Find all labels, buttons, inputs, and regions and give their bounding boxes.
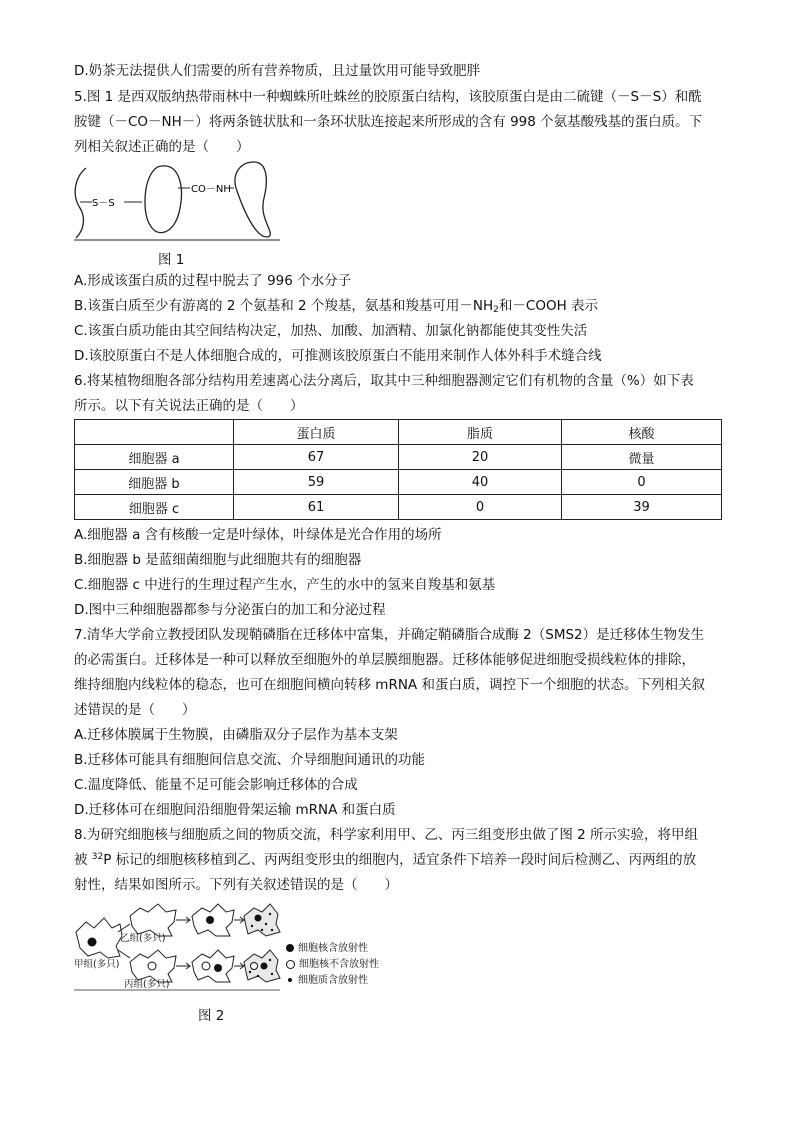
table-cell: 61 xyxy=(234,495,399,520)
legend-item-cytoplasm-labeled: 细胞质含放射性 xyxy=(286,974,368,988)
q8-stem-line2: 被 $^{32}$P 标记的细胞核移植到乙、丙两组变形虫的细胞内，适宜条件下培养一段时间后检测乙、丙两组的放 xyxy=(74,852,697,868)
table-cell: 细胞器 b xyxy=(75,470,234,495)
q5-stem-line1: 5.图 1 是西双版纳热带雨林中一种蜘蛛所吐蛛丝的胶原蛋白结构，该胶原蛋白是由二硫键（－S－S）和酰 xyxy=(74,89,702,105)
q6-option-a: A.细胞器 a 含有核酸一定是叶绿体，叶绿体是光合作用的场所 xyxy=(74,527,442,543)
table-header-cell: 蛋白质 xyxy=(234,420,399,445)
figure1-caption: 图 1 xyxy=(158,252,185,268)
table-header-cell: 核酸 xyxy=(562,420,722,445)
group-yi-label: 乙组(多只) xyxy=(120,933,166,944)
q6-option-b: B.细胞器 b 是蓝细菌细胞与此细胞共有的细胞器 xyxy=(74,552,362,568)
figure2-amoeba-experiment xyxy=(72,902,282,992)
table-cell: 40 xyxy=(399,470,562,495)
q5-option-d: D.该胶原蛋白不是人体细胞合成的，可推测该胶原蛋白不能用来制作人体外科手术缝合线 xyxy=(74,348,602,364)
hollow-circle-icon xyxy=(286,960,295,969)
q7-stem-line3: 维持细胞内线粒体的稳态，也可在细胞间横向转移 mRNA 和蛋白质，调控下一个细胞的状态。下列相关叙 xyxy=(74,677,705,693)
group-jia-label: 甲组(多只) xyxy=(74,959,120,970)
table-cell: 细胞器 c xyxy=(75,495,234,520)
small-dot-icon xyxy=(288,978,292,982)
table-cell: 微量 xyxy=(562,445,722,470)
disulfide-label: S－S xyxy=(92,198,115,209)
table-cell: 20 xyxy=(399,445,562,470)
figure2-caption: 图 2 xyxy=(198,1008,225,1024)
q6-option-c: C.细胞器 c 中进行的生理过程产生水，产生的水中的氢来自羧基和氨基 xyxy=(74,577,496,593)
q5-option-b: B.该蛋白质至少有游离的 2 个氨基和 2 个羧基，氨基和羧基可用$-NH_2$和－COOH 表示 xyxy=(74,298,599,315)
q7-option-b: B.迁移体可能具有细胞间信息交流、介导细胞间通讯的功能 xyxy=(74,752,426,768)
q7-option-d: D.迁移体可在细胞间沿细胞骨架运输 mRNA 和蛋白质 xyxy=(74,802,396,818)
legend-item-nucleus-unlabeled: 细胞核不含放射性 xyxy=(286,958,379,972)
table-row xyxy=(75,495,722,520)
labeled-nucleus xyxy=(88,938,97,947)
table-cell: 59 xyxy=(234,470,399,495)
table-header-cell xyxy=(75,420,234,445)
q7-stem-line2: 的必需蛋白。迁移体是一种可以释放至细胞外的单层膜细胞器。迁移体能够促进细胞受损线粒体的排除， xyxy=(74,652,695,668)
q8-stem-line3: 射性，结果如图所示。下列有关叙述错误的是（ ） xyxy=(74,877,398,893)
q5-option-c: C.该蛋白质功能由其空间结构决定，加热、加酸、加酒精、加氯化钠都能使其变性失活 xyxy=(74,323,588,339)
q7-option-a: A.迁移体膜属于生物膜，由磷脂双分子层作为基本支架 xyxy=(74,727,398,743)
q8-stem-line1: 8.为研究细胞核与细胞质之间的物质交流，科学家利用甲、乙、丙三组变形虫做了图 2 所示实验，将甲组 xyxy=(74,827,699,843)
legend-item-nucleus-labeled: 细胞核含放射性 xyxy=(286,942,368,956)
table-header-row xyxy=(75,420,722,445)
table-cell: 67 xyxy=(234,445,399,470)
q6-stem-line1: 6.将某植物细胞各部分结构用差速离心法分离后，取其中三种细胞器测定它们有机物的含量（%）如下表 xyxy=(74,373,694,389)
table-cell: 0 xyxy=(562,470,722,495)
table-cell: 细胞器 a xyxy=(75,445,234,470)
table-header-cell: 脂质 xyxy=(399,420,562,445)
q5-stem-line3: 列相关叙述正确的是（ ） xyxy=(74,139,250,155)
table-row xyxy=(75,445,722,470)
q4-option-d: D.奶茶无法提供人们需要的所有营养物质，且过量饮用可能导致肥胖 xyxy=(74,63,481,79)
peptide-bond-label: CO－NH xyxy=(191,184,231,195)
q7-stem-line1: 7.清华大学俞立教授团队发现鞘磷脂在迁移体中富集，并确定鞘磷脂合成酶 2（SMS2）是迁移体生物发生 xyxy=(74,627,705,643)
q5-stem-line2: 胺键（－CO－NH－）将两条链状肽和一条环状肽连接起来所形成的含有 998 个氨基酸残基的蛋白质。下 xyxy=(74,114,703,130)
figure1-collagen-structure xyxy=(72,158,282,242)
table-cell: 39 xyxy=(562,495,722,520)
filled-circle-icon xyxy=(286,944,294,952)
q7-stem-line4: 述错误的是（ ） xyxy=(74,702,196,718)
organelle-composition-table xyxy=(74,419,722,520)
q7-option-c: C.温度降低、能量不足可能会影响迁移体的合成 xyxy=(74,777,358,793)
q6-option-d: D.图中三种细胞器都参与分泌蛋白的加工和分泌过程 xyxy=(74,602,386,618)
table-row xyxy=(75,470,722,495)
table-cell: 0 xyxy=(399,495,562,520)
group-bing-label: 丙组(多只) xyxy=(124,979,170,990)
q5-option-a: A.形成该蛋白质的过程中脱去了 996 个水分子 xyxy=(74,273,352,289)
q6-stem-line2: 所示。以下有关说法正确的是（ ） xyxy=(74,398,304,414)
